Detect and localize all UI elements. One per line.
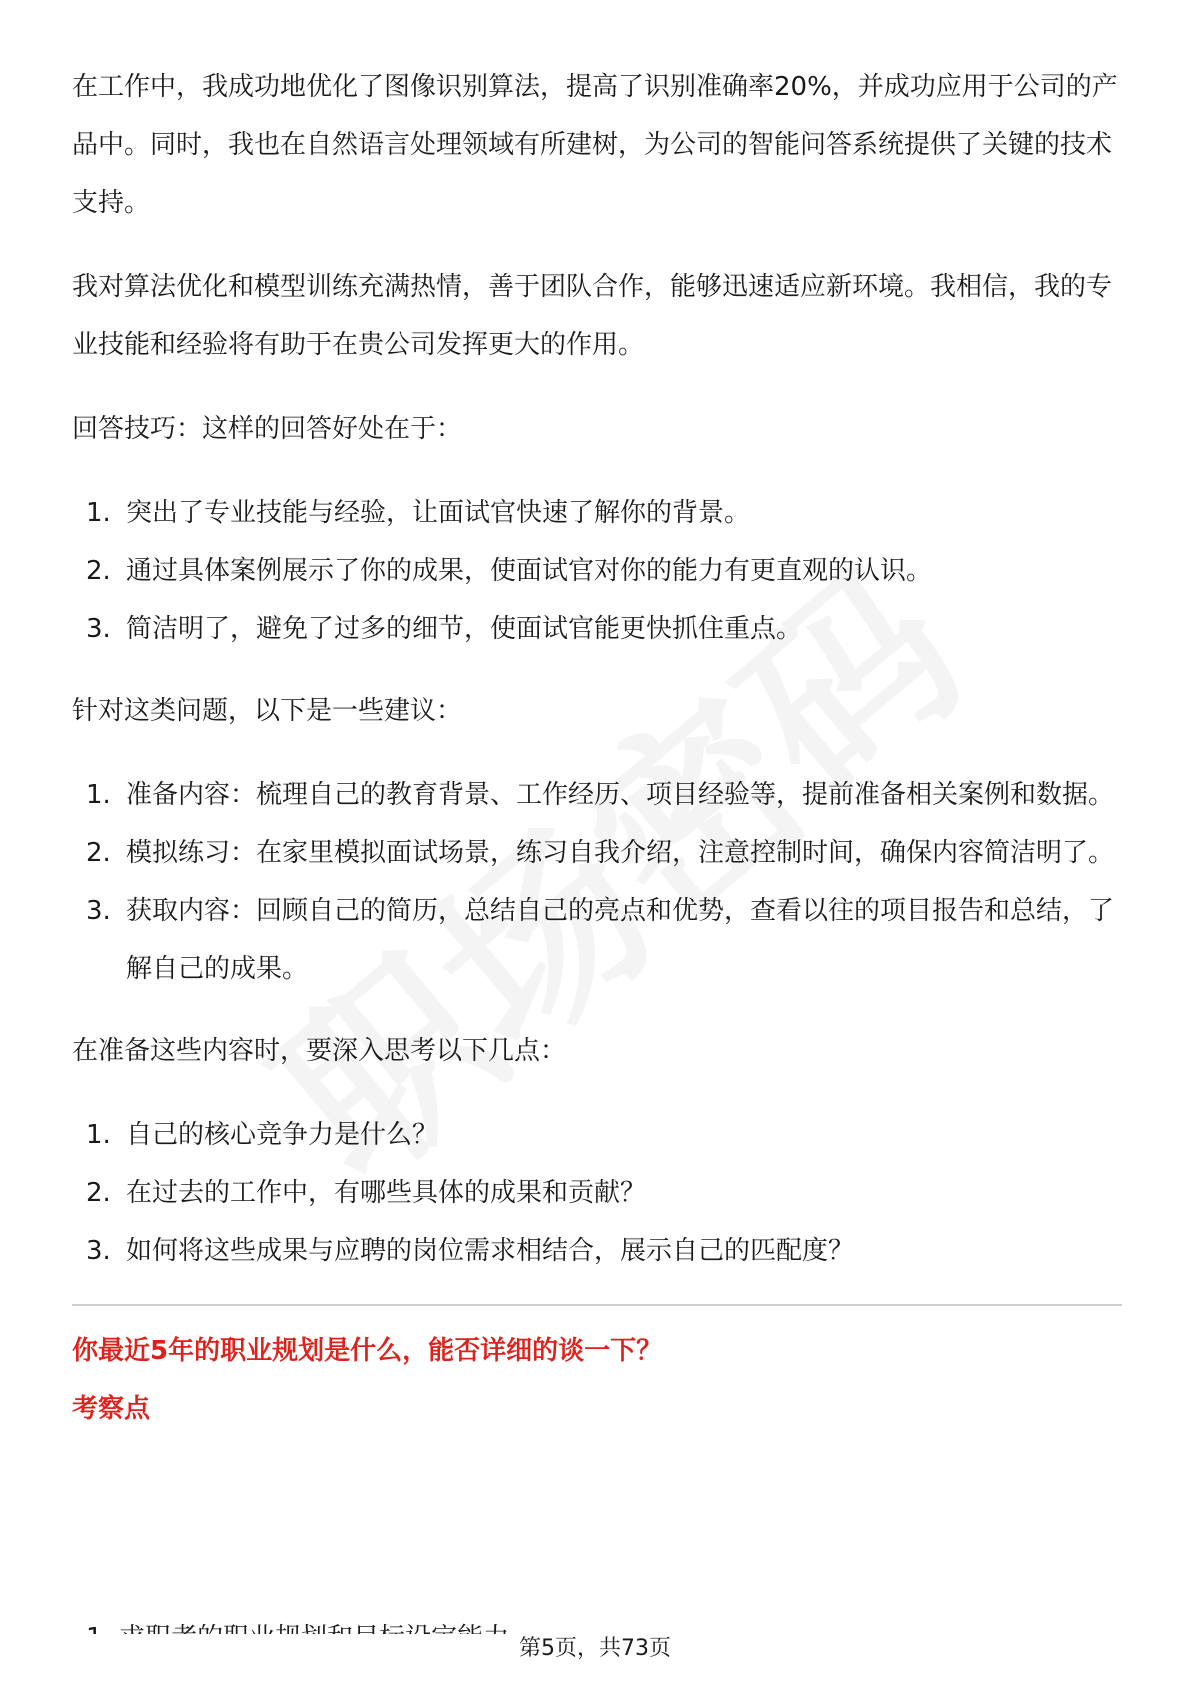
paragraph-passion: 我对算法优化和模型训练充满热情，善于团队合作，能够迅速适应新环境。我相信，我的专业技能和经验将有助于在贵公司发挥更大的作用。 — [72, 272, 1113, 360]
suggestions-list — [72, 766, 1122, 998]
paragraph-reflection-intro: 在准备这些内容时，要深入思考以下几点： — [72, 1036, 567, 1066]
content — [72, 58, 1122, 1438]
list-item: 2. 在过去的工作中，有哪些具体的成果和贡献？ — [86, 1178, 647, 1208]
reflection-list — [72, 1106, 1122, 1280]
list-item: 1. 自己的核心竞争力是什么？ — [86, 1120, 439, 1150]
paragraph-tips-intro: 回答技巧：这样的回答好处在于： — [72, 414, 463, 444]
page-number: 第5页，共73页 — [0, 1634, 1190, 1664]
question-heading: 你最近5年的职业规划是什么，能否详细的谈一下？ — [72, 1336, 663, 1366]
section-divider — [72, 1304, 1122, 1306]
section-heading: 考察点 — [72, 1394, 151, 1424]
tips-list — [72, 484, 1122, 658]
paragraph-suggestions-intro: 针对这类问题，以下是一些建议： — [72, 696, 463, 726]
list-item: 2. 模拟练习：在家里模拟面试场景，练习自我介绍，注意控制时间，确保内容简洁明了。 — [86, 838, 1115, 868]
list-item: 3. 如何将这些成果与应聘的岗位需求相结合，展示自己的匹配度？ — [86, 1236, 855, 1266]
list-item: 2. 通过具体案例展示了你的成果，使面试官对你的能力有更直观的认识。 — [86, 556, 933, 586]
list-item: 1. 突出了专业技能与经验，让面试官快速了解你的背景。 — [86, 498, 751, 528]
list-item: 1. 准备内容：梳理自己的教育背景、工作经历、项目经验等，提前准备相关案例和数据。 — [86, 780, 1115, 810]
list-item: 3. 获取内容：回顾自己的简历，总结自己的亮点和优势，查看以往的项目报告和总结，了解自己的成果。 — [86, 896, 1115, 984]
list-item: 3. 简洁明了，避免了过多的细节，使面试官能更快抓住重点。 — [86, 614, 803, 644]
paragraph-achievements: 在工作中，我成功地优化了图像识别算法，提高了识别准确率20%，并成功应用于公司的产品中。同时，我也在自然语言处理领域有所建树，为公司的智能问答系统提供了关键的技术支持。 — [72, 72, 1118, 218]
